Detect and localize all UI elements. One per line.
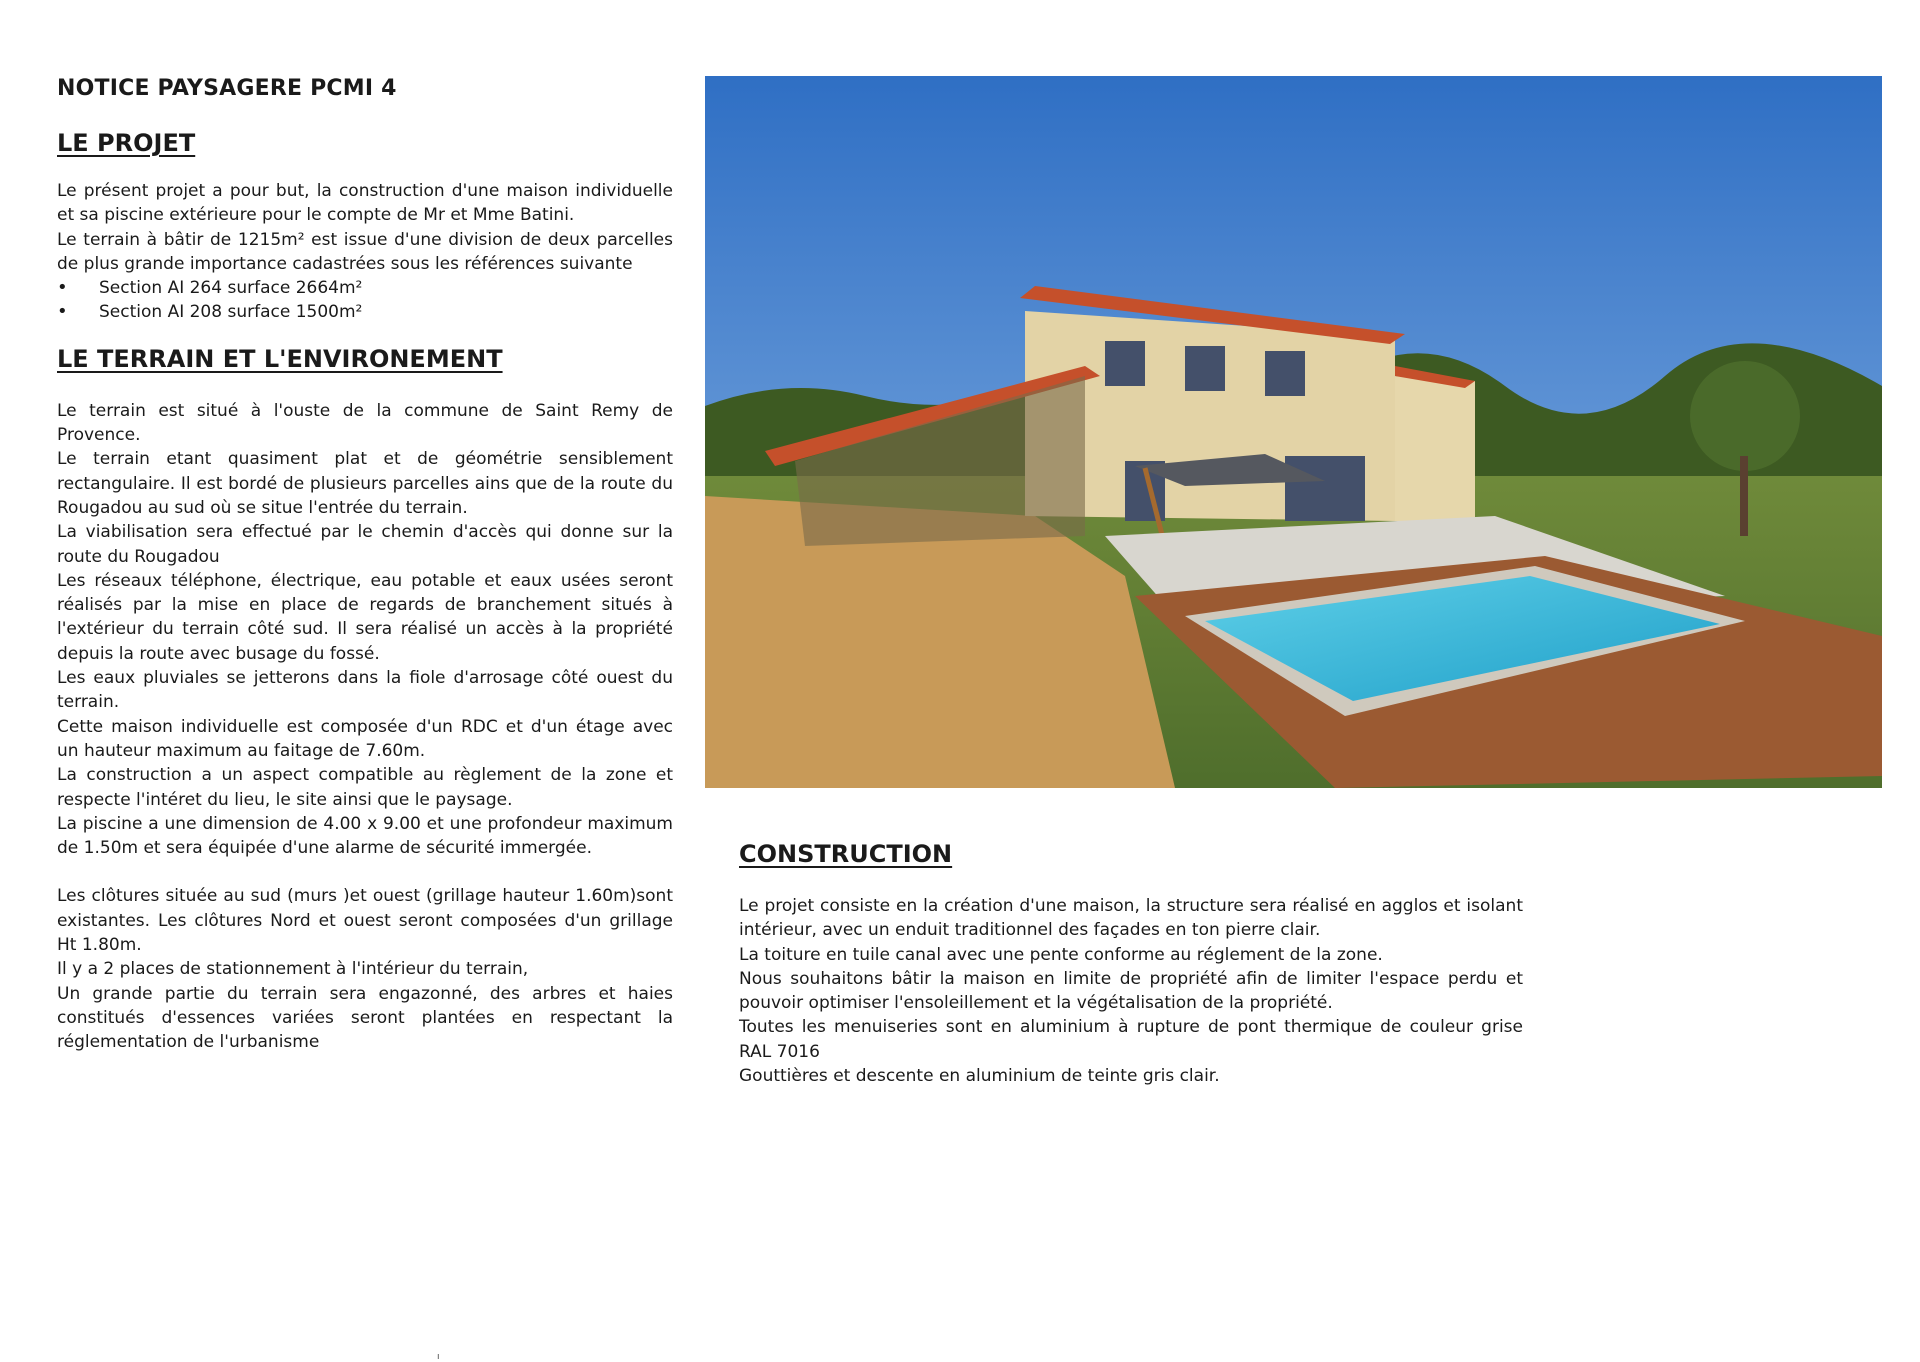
terrain-paragraph: Il y a 2 places de stationnement à l'intérieur du terrain, — [57, 959, 529, 980]
list-item: • Section AI 208 surface 1500m² — [57, 300, 673, 324]
construction-paragraph: Nous souhaitons bâtir la maison en limite de propriété afin de limiter l'espace perdu et pouvoir optimiser l'ensoleillement et la végétalisation de la propriété. — [739, 968, 1523, 1014]
list-item: • Section AI 264 surface 2664m² — [57, 276, 673, 300]
projet-paragraph: Le présent projet a pour but, la construction d'une maison individuelle et sa piscine extérieure pour le compte de Mr et Mme Batini. — [57, 181, 673, 226]
left-column — [57, 76, 673, 1055]
terrain-paragraph: Le terrain etant quasiment plat et de géométrie sensiblement rectangulaire. Il est bordé de plusieurs parcelles ains que de la route du Rougadou au sud où se situe l'entrée du terrain. — [57, 449, 673, 518]
terrain-paragraph: La construction a un aspect compatible au règlement de la zone et respecte l'intéret du lieu, le site ainsi que le paysage. — [57, 765, 673, 810]
right-column — [739, 840, 1523, 1088]
heading-terrain: LE TERRAIN ET L'ENVIRONEMENT — [57, 344, 503, 373]
projet-paragraph: Le terrain à bâtir de 1215m² est issue d'une division de deux parcelles de plus grande importance cadastrées sous les références suivante — [57, 229, 673, 274]
terrain-paragraph: Le terrain est situé à l'ouste de la commune de Saint Remy de Provence. — [57, 400, 673, 446]
page-mark: ı — [437, 1352, 440, 1362]
construction-paragraph: La toiture en tuile canal avec une pente conforme au réglement de la zone. — [739, 944, 1383, 965]
terrain-paragraph: La viabilisation sera effectué par le chemin d'accès qui donne sur la route du Rougadou — [57, 522, 673, 567]
heading-construction: CONSTRUCTION — [739, 840, 953, 868]
terrain-paragraph: Cette maison individuelle est composée d'un RDC et d'un étage avec un hauteur maximum au faitage de 7.60m. — [57, 716, 673, 761]
terrain-paragraph: La piscine a une dimension de 4.00 x 9.00 et une profondeur maximum de 1.50m et sera équipée d'une alarme de sécurité immergée. — [57, 813, 673, 859]
house-rendering-image — [705, 76, 1882, 788]
construction-paragraph: Toutes les menuiseries sont en aluminium à rupture de pont thermique de couleur grise RAL 7016 — [739, 1017, 1523, 1062]
terrain-paragraph: Les eaux pluviales se jetterons dans la fiole d'arrosage côté ouest du terrain. — [57, 668, 673, 713]
terrain-paragraph: Les réseaux téléphone, électrique, eau potable et eaux usées seront réalisés par la mise en place de regards de branchement situés à l'extérieur du terrain côté sud. Il sera réalisé un accès à la propriété depuis la route avec busage du fossé. — [57, 570, 673, 664]
parcel-list — [57, 276, 673, 325]
terrain-paragraph: Un grande partie du terrain sera engazonné, des arbres et haies constitués d'essences variées seront plantées en respectant la réglementation de l'urbanisme — [57, 983, 673, 1053]
heading-le-projet: LE PROJET — [57, 129, 196, 157]
document-title: NOTICE PAYSAGERE PCMI 4 — [57, 76, 397, 101]
terrain-paragraph: Les clôtures située au sud (murs )et ouest (grillage hauteur 1.60m)sont existantes. Les clôtures Nord et ouest seront composées d'un grillage Ht 1.80m. — [57, 886, 673, 956]
construction-paragraph: Le projet consiste en la création d'une maison, la structure sera réalisé en agglos et isolant intérieur, avec un enduit traditionnel des façades en ton pierre clair. — [739, 896, 1523, 941]
construction-paragraph: Gouttières et descente en aluminium de teinte gris clair. — [739, 1066, 1220, 1087]
